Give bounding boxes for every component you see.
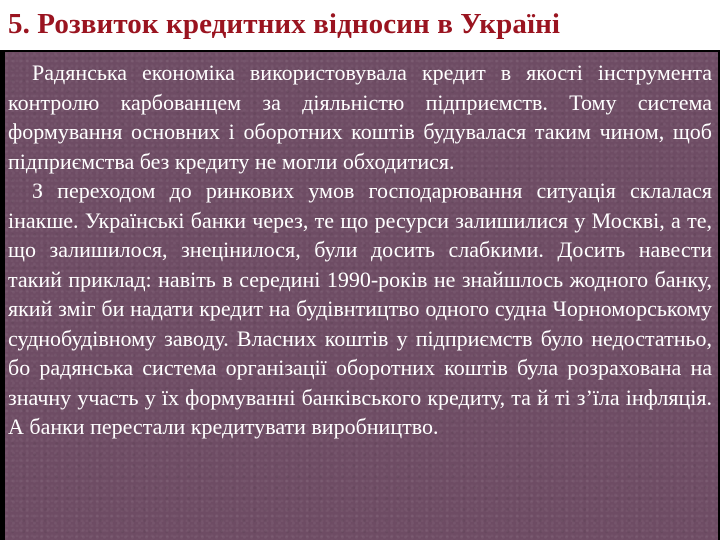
content-panel: [5, 52, 718, 540]
paragraph-market-transition: З переходом до ринкових умов господарювання ситуація склалася інакше. Українські банки через, те що ресурси залишилися у Москві, а те, що залишилося, знецінилося, були досить слабкими. Досить навести такий приклад: навіть в середині 1990-років не знайшлось жодного банку, який зміг би надати кредит на будівнтицтво одного судна Чорноморському суднобудівному заводу. Власних коштів у підприємств було недостатньо, бо радянська система організації оборотних коштів була розрахована на значну участь у їх формуванні банківського кредиту, та й ті з’їла інфляція. А банки перестали кредитувати виробництво.: [8, 178, 712, 439]
slide-title: 5. Розвиток кредитних відносин в Україні: [8, 8, 561, 40]
paragraph-soviet-economy: Радянська економіка використовувала кредит в якості інструмента контролю карбованцем за діяльністю підприємств. Тому система формування основних і оборотних коштів будувалася таким чином, щоб підприємства без кредиту не могли обходитися.: [8, 60, 712, 174]
title-bar: [0, 0, 720, 50]
